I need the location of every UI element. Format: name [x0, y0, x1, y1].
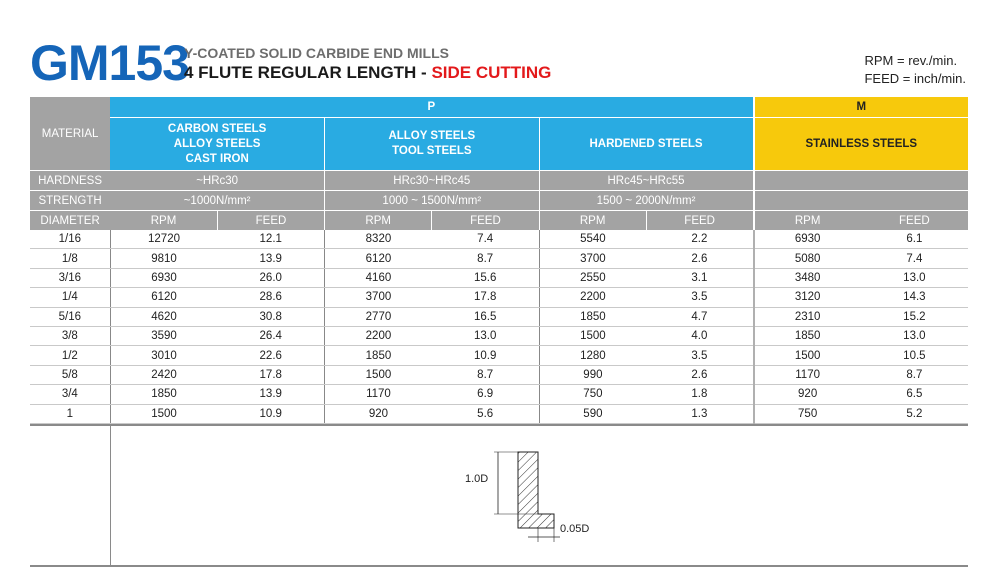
diameter-cell: 1: [30, 404, 110, 423]
hardness-value: HRc45~HRc55: [539, 171, 753, 191]
title-main: 4 FLUTE REGULAR LENGTH -: [184, 63, 432, 82]
table-row: [30, 288, 968, 307]
diameter-cell: 5/16: [30, 307, 110, 326]
rpm-cell: 3480: [754, 268, 861, 287]
feed-cell: 8.7: [432, 365, 539, 384]
rpm-cell: 3700: [325, 288, 432, 307]
diameter-cell: 3/16: [30, 268, 110, 287]
product-title: [184, 63, 551, 83]
title-accent: SIDE CUTTING: [431, 63, 552, 82]
feed-cell: 2.6: [646, 249, 753, 268]
hardness-value: [754, 171, 968, 191]
feed-cell: 16.5: [432, 307, 539, 326]
feed-cell: 13.9: [217, 249, 324, 268]
feed-cell: 17.8: [217, 365, 324, 384]
rpm-header: RPM: [539, 211, 646, 231]
strength-value: 1000 ~ 1500N/mm²: [325, 191, 539, 211]
material-stainless-steels: [754, 118, 968, 171]
diameter-cell: 1/4: [30, 288, 110, 307]
rpm-cell: 9810: [110, 249, 217, 268]
feed-cell: 5.6: [432, 404, 539, 423]
rpm-cell: 3010: [110, 346, 217, 365]
feed-cell: 3.5: [646, 346, 753, 365]
feed-cell: 1.8: [646, 385, 753, 404]
rpm-cell: 2550: [539, 268, 646, 287]
feed-cell: 13.0: [861, 268, 968, 287]
rpm-cell: 750: [539, 385, 646, 404]
table-row: [30, 268, 968, 287]
rpm-cell: 2200: [539, 288, 646, 307]
width-label: 0.05D: [560, 523, 590, 535]
material-line: ALLOY STEELS: [173, 137, 261, 150]
group-p-header: P: [110, 97, 753, 118]
material-label: MATERIAL: [30, 97, 110, 171]
feed-cell: 10.9: [432, 346, 539, 365]
rpm-cell: 6120: [110, 288, 217, 307]
rpm-cell: 8320: [325, 230, 432, 249]
rpm-header: RPM: [110, 211, 217, 231]
material-line: STAINLESS STEELS: [805, 138, 918, 150]
material-line: HARDENED STEELS: [589, 137, 703, 150]
rpm-cell: 590: [539, 404, 646, 423]
rpm-cell: 2420: [110, 365, 217, 384]
rpm-cell: 750: [754, 404, 861, 423]
rpm-cell: 2770: [325, 307, 432, 326]
rpm-cell: 6930: [754, 230, 861, 249]
feed-cell: 13.9: [217, 385, 324, 404]
rpm-cell: 4620: [110, 307, 217, 326]
diameter-cell: 5/8: [30, 365, 110, 384]
table-row: [30, 365, 968, 384]
feed-cell: 6.5: [861, 385, 968, 404]
feed-cell: 15.6: [432, 268, 539, 287]
rpm-header: RPM: [754, 211, 861, 231]
feed-cell: 28.6: [217, 288, 324, 307]
material-alloy-steels: [325, 118, 539, 171]
rpm-header: RPM: [325, 211, 432, 231]
diameter-cell: 1/2: [30, 346, 110, 365]
feed-cell: 22.6: [217, 346, 324, 365]
table-row: [30, 404, 968, 423]
feed-cell: 6.1: [861, 230, 968, 249]
material-line: TOOL STEELS: [392, 145, 472, 157]
table-row: [30, 346, 968, 365]
feed-cell: 30.8: [217, 307, 324, 326]
hardness-label: HARDNESS: [30, 171, 110, 191]
rpm-cell: 1850: [539, 307, 646, 326]
feed-cell: 10.9: [217, 404, 324, 423]
feed-cell: 13.0: [861, 326, 968, 345]
feed-header: FEED: [432, 211, 539, 231]
diameter-cell: 3/4: [30, 385, 110, 404]
rpm-cell: 1280: [539, 346, 646, 365]
product-subtitle: Y-COATED SOLID CARBIDE END MILLS: [184, 45, 449, 61]
feed-cell: 8.7: [432, 249, 539, 268]
table-row: [30, 230, 968, 249]
rpm-cell: 2310: [754, 307, 861, 326]
table-row: [30, 385, 968, 404]
feed-cell: 7.4: [432, 230, 539, 249]
rpm-cell: 1500: [539, 326, 646, 345]
units-rpm: RPM = rev./min.: [864, 53, 958, 68]
feed-cell: 12.1: [217, 230, 324, 249]
group-m-header: M: [754, 97, 968, 118]
material-line: CARBON STEELS: [167, 122, 267, 135]
material-hardened-steels: [539, 118, 753, 171]
feed-cell: 7.4: [861, 249, 968, 268]
rpm-cell: 1850: [110, 385, 217, 404]
diameter-cell: 1/8: [30, 249, 110, 268]
rpm-cell: 1170: [754, 365, 861, 384]
feed-header: FEED: [861, 211, 968, 231]
rpm-cell: 920: [325, 404, 432, 423]
rpm-cell: 990: [539, 365, 646, 384]
rpm-cell: 1850: [754, 326, 861, 345]
feed-cell: 5.2: [861, 404, 968, 423]
hardness-value: HRc30~HRc45: [325, 171, 539, 191]
side-cutting-diagram: [440, 438, 600, 548]
table-row: [30, 307, 968, 326]
workpiece-profile: [518, 452, 554, 528]
feed-cell: 13.0: [432, 326, 539, 345]
units-legend: [864, 52, 966, 88]
rpm-cell: 6120: [325, 249, 432, 268]
feed-cell: 26.0: [217, 268, 324, 287]
cutting-conditions-table: [30, 97, 968, 424]
table-row: [30, 249, 968, 268]
rpm-cell: 3120: [754, 288, 861, 307]
rpm-cell: 5080: [754, 249, 861, 268]
rpm-cell: 1170: [325, 385, 432, 404]
rpm-cell: 6930: [110, 268, 217, 287]
feed-cell: 6.9: [432, 385, 539, 404]
feed-cell: 4.0: [646, 326, 753, 345]
material-line: ALLOY STEELS: [388, 130, 476, 142]
rpm-cell: 920: [754, 385, 861, 404]
feed-cell: 4.7: [646, 307, 753, 326]
rpm-cell: 2200: [325, 326, 432, 345]
units-feed: FEED = inch/min.: [864, 71, 966, 86]
material-line: CAST IRON: [185, 152, 249, 165]
diameter-cell: 1/16: [30, 230, 110, 249]
feed-cell: 8.7: [861, 365, 968, 384]
diameter-cell: 3/8: [30, 326, 110, 345]
rpm-cell: 4160: [325, 268, 432, 287]
feed-cell: 3.1: [646, 268, 753, 287]
rpm-cell: 1500: [110, 404, 217, 423]
feed-cell: 17.8: [432, 288, 539, 307]
rpm-cell: 5540: [539, 230, 646, 249]
feed-cell: 15.2: [861, 307, 968, 326]
material-carbon-steels: [110, 118, 324, 171]
strength-value: 1500 ~ 2000N/mm²: [539, 191, 753, 211]
model-number: GM153: [30, 35, 189, 91]
strength-value: ~1000N/mm²: [110, 191, 324, 211]
feed-cell: 3.5: [646, 288, 753, 307]
rpm-cell: 12720: [110, 230, 217, 249]
diameter-label: DIAMETER: [30, 211, 110, 231]
hardness-value: ~HRc30: [110, 171, 324, 191]
rpm-cell: 3590: [110, 326, 217, 345]
table-row: [30, 326, 968, 345]
rpm-cell: 3700: [539, 249, 646, 268]
feed-cell: 1.3: [646, 404, 753, 423]
panel-divider: [110, 426, 111, 565]
rpm-cell: 1500: [754, 346, 861, 365]
rpm-cell: 1850: [325, 346, 432, 365]
feed-cell: 26.4: [217, 326, 324, 345]
strength-value: [754, 191, 968, 211]
feed-header: FEED: [217, 211, 324, 231]
feed-cell: 2.2: [646, 230, 753, 249]
depth-label: 1.0D: [465, 473, 489, 485]
feed-cell: 14.3: [861, 288, 968, 307]
feed-cell: 10.5: [861, 346, 968, 365]
rpm-cell: 1500: [325, 365, 432, 384]
feed-header: FEED: [646, 211, 753, 231]
feed-cell: 2.6: [646, 365, 753, 384]
strength-label: STRENGTH: [30, 191, 110, 211]
